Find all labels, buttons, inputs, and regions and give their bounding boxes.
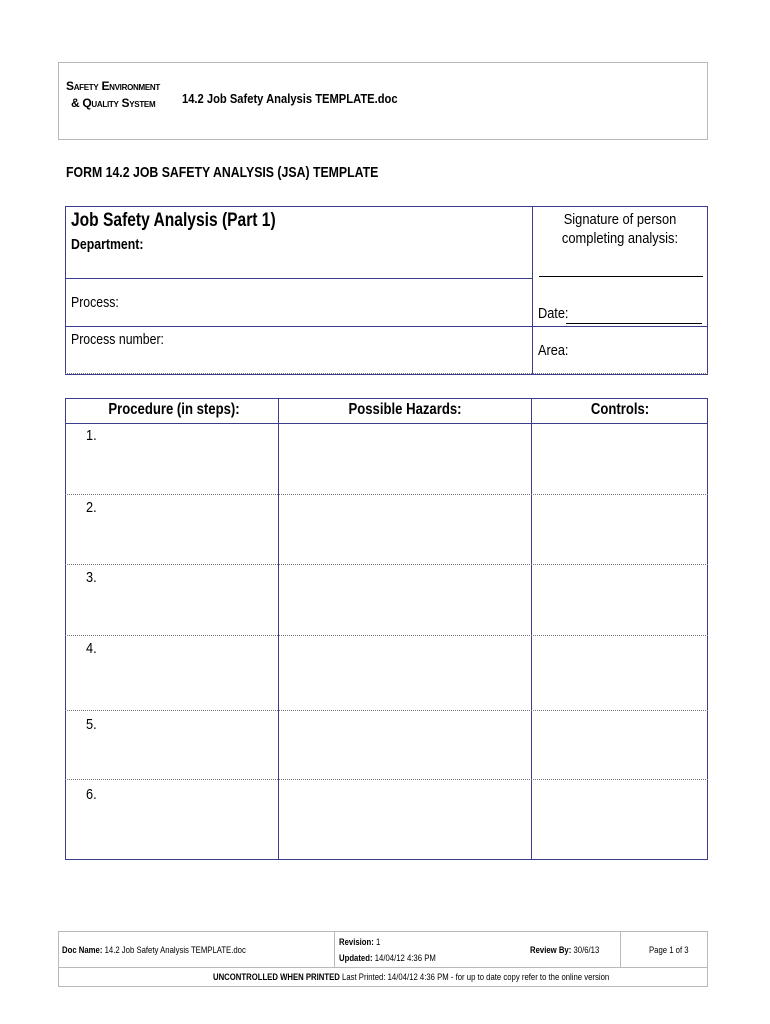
review-label: Review By:	[530, 945, 572, 955]
header-row-line	[65, 423, 708, 424]
part1-bottom-rule	[65, 373, 708, 374]
area-label: Area:	[538, 342, 569, 359]
controls-header: Controls:	[590, 401, 650, 418]
procedure-table	[65, 398, 708, 860]
company-logo	[66, 78, 160, 112]
department-label: Department:	[71, 236, 144, 253]
hazards-header: Possible Hazards:	[348, 401, 462, 418]
step-number: 4.	[86, 640, 97, 657]
header-doc-title: 14.2 Job Safety Analysis TEMPLATE.doc	[182, 91, 398, 106]
row-line	[65, 564, 708, 565]
revision-label: Revision:	[339, 937, 374, 947]
signature-label: Signature of person completing analysis:	[561, 211, 679, 247]
process-number-label: Process number:	[71, 331, 164, 348]
revision-value: 1	[376, 937, 381, 947]
step-number: 3.	[86, 569, 97, 586]
step-number: 1.	[86, 427, 97, 444]
form-title: FORM 14.2 JOB SAFETY ANALYSIS (JSA) TEMPLATE	[66, 164, 379, 181]
hazards-col-divider	[531, 398, 532, 860]
logo-line-1: Safety Environment	[66, 79, 160, 93]
review-value: 30/6/13	[573, 945, 600, 955]
doc-name-label: Doc Name:	[62, 945, 103, 955]
doc-name-value: 14.2 Job Safety Analysis TEMPLATE.doc	[104, 945, 246, 955]
footer-doc-name	[62, 945, 246, 955]
footer-divider	[620, 931, 621, 967]
row-line	[65, 779, 708, 780]
row-line	[65, 635, 708, 636]
last-printed: Last Printed: 14/04/12 4:36 PM - for up to date copy refer to the online version	[342, 972, 610, 982]
footer-revision	[339, 937, 380, 947]
footer-uncontrolled	[213, 972, 609, 982]
footer-row-line	[58, 967, 708, 968]
row-line	[65, 710, 708, 711]
part1-row-line	[65, 326, 708, 327]
updated-value: 14/04/12 4:36 PM	[374, 953, 436, 963]
updated-label: Updated:	[339, 953, 373, 963]
date-line[interactable]	[566, 323, 702, 324]
procedure-col-divider	[278, 398, 279, 860]
process-label: Process:	[71, 294, 119, 311]
logo-line-2: & Quality System	[71, 96, 156, 110]
step-number: 5.	[86, 716, 97, 733]
part1-row-line	[65, 278, 532, 279]
footer-updated	[339, 953, 436, 963]
date-label: Date:	[538, 305, 569, 322]
row-line	[65, 494, 708, 495]
signature-line[interactable]	[539, 276, 703, 277]
procedure-header: Procedure (in steps):	[108, 401, 240, 418]
jsa-part1-title: Job Safety Analysis (Part 1)	[71, 210, 276, 231]
footer-review	[530, 945, 599, 955]
part1-divider	[532, 206, 533, 375]
footer-divider	[334, 931, 335, 967]
step-number: 2.	[86, 499, 97, 516]
uncontrolled-label: UNCONTROLLED WHEN PRINTED	[213, 972, 340, 982]
footer-page-number: Page 1 of 3	[649, 945, 689, 955]
step-number: 6.	[86, 786, 97, 803]
